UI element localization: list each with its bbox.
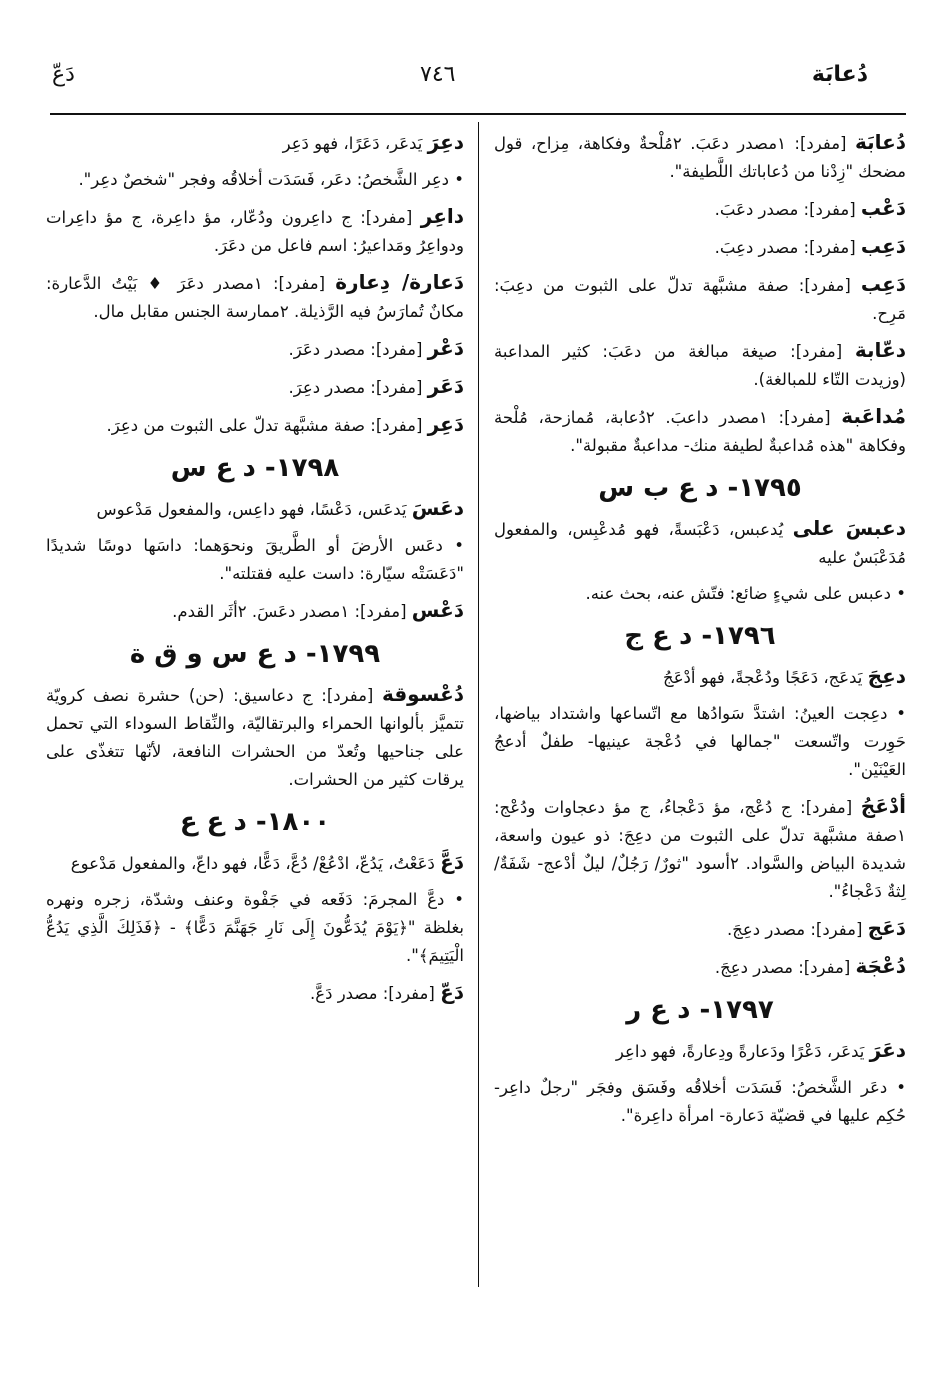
dictionary-entry <box>46 532 464 588</box>
headword: دَعَّ <box>440 850 464 874</box>
entry-definition: [مفرد]: صفة مشبَّهة تدلّ على الثبوت من دعِرَ. <box>106 416 428 435</box>
headword: دعَرَ <box>869 1038 906 1062</box>
entry-definition: [مفرد]: ج داعِرون ودُعّار، مؤ داعِرة، ج مؤ داعِرات ودواعِرُ ومَداعيرُ: اسم فاعل من دعَرَ. <box>46 208 464 255</box>
entry-definition: • دعِر الشَّخصُ: دعَر، فَسَدَت أخلاقُه وفجر "شخصٌ دعِر". <box>78 170 464 189</box>
headword: دُعْجَة <box>855 954 906 978</box>
root-section-heading: ١٧٩٦- د ع ج <box>624 621 776 651</box>
dictionary-entry <box>494 792 906 906</box>
dictionary-entry <box>46 596 464 626</box>
headword: دَعَر <box>427 374 464 398</box>
dictionary-entry <box>46 334 464 364</box>
entry-definition: [مفرد]: مصدر دعِجَ. <box>726 920 868 939</box>
page-number: ٧٤٦ <box>420 62 456 87</box>
headword: مُداعَبة <box>841 404 906 428</box>
dictionary-entry <box>46 372 464 402</box>
headword: دَعِر <box>427 412 464 436</box>
dictionary-entry <box>494 1074 906 1130</box>
entry-definition: دَعَعْتُ، يَدُعّ، ادْعُعْ/ دُعَّ، دَعًّا، فهو داعّ، والمفعول مَدْعوع <box>70 854 441 873</box>
headword: دَعَج <box>867 916 906 940</box>
dictionary-entry <box>494 580 906 608</box>
dictionary-entry <box>46 886 464 970</box>
entry-definition: • دعَّ المجرمَ: دَفَعه في جَفْوة وعنف وشدّة، زجره ونهره بغلظة "﴿يَوْمَ يُدَعُّونَ إِلَى نَارِ جَهَنَّمَ دَعًّا﴾ - ﴿فَذَلِكَ الَّذِي يَدُعُّ الْيَتِيمَ﴾". <box>46 890 464 965</box>
dictionary-entry <box>494 270 906 328</box>
entry-definition: [مفرد]: ١مصدر دعَبَ. ٢مُلْحةٌ وفكاهة، مِزاح، قول مضحك "زِدْنا من دُعاباتك اللَّطيفة". <box>494 134 906 181</box>
headword: دَعْس <box>411 598 464 622</box>
entry-definition: [مفرد]: مصدر دعِبَ. <box>714 238 861 257</box>
right-column <box>494 128 906 1138</box>
entry-definition: يُدعبس، دَعْبَسةً، فهو مُدعْبِس، والمفعول مُدَعْبَسٌ عليه <box>494 520 906 567</box>
entry-definition: • دعِجت العينُ: اشتدَّ سَوادُها مع اتّساعها واشتداد بياضها، حَوِرت واتّسعت "جمالها في دُعْجة عينيها- طفلٌ أدعجُ العَيْنَيْن". <box>494 704 906 779</box>
entry-definition: • دعبس على شيءٍ ضائع: فتّش عنه، بحث عنه. <box>585 584 906 603</box>
running-head-right: دُعابَة <box>811 62 868 87</box>
entry-definition: [مفرد]: ج دُعْج، مؤ دَعْجاءُ، ج مؤ دعجاوات ودُعْج: ١صفة مشبَّهة تدلّ على الثبوت من دعِجَ: ذو عيون واسعة، شديدة البياض والسَّواد. ٢أسود "ثورٌ/ رَجُلٌ/ ليلٌ أدْعج- شَفَةٌ/ لِثةٌ دَعْجاءُ". <box>494 798 907 901</box>
header-rule <box>50 113 906 115</box>
headword: أدْعَجُ <box>860 794 906 818</box>
entry-definition: [مفرد]: مصدر دعَبَ. <box>714 200 861 219</box>
entry-definition: • دعَس الأرضَ أو الطَّريقَ ونحوَهما: داسَها دوسًا شديدًا "دَعَسَتْه سيّارة: داست عليه فقتلته". <box>46 536 464 583</box>
entry-definition: [مفرد]: ١مصدر داعبَ. ٢دُعابة، مُمازحة، مُلْحة وفكاهة "هذه مُداعبةٌ لطيفة منك- مداعبةٌ مقبولة". <box>494 408 906 455</box>
headword: دعِجَ <box>867 664 906 688</box>
dictionary-entry <box>46 128 464 158</box>
entry-definition: يَدعَر، دَعْرًا ودَعارةً ودِعارةً، فهو داعِر <box>615 1042 870 1061</box>
root-section-heading: ١٧٩٧- د ع ر <box>626 995 774 1025</box>
dictionary-entry <box>494 662 906 692</box>
dictionary-entry <box>46 848 464 878</box>
entry-definition: [مفرد]: صيغة مبالغة من دعَبَ: كثير المداعبة (وزيدت التّاء للمبالغة). <box>494 342 906 389</box>
entry-definition: يَدعَس، دَعْسًا، فهو داعِس، والمفعول مَدْعوس <box>96 500 412 519</box>
entry-definition: [مفرد]: ج دعاسيق: (حن) حشرة نصف كرويّة تتميَّز بألوانها الحمراء والبرتقاليّة، والنِّقاط السوداء التي تحمل على جناحيها وتُعدّ من الحشرات النافعة، لأنّها تتغذّى على يرقات كثير من الحشرات. <box>46 686 464 789</box>
dictionary-entry <box>46 494 464 524</box>
headword: دَعِب <box>860 234 906 258</box>
dictionary-entry <box>46 680 464 794</box>
dictionary-entry <box>494 514 906 572</box>
dictionary-entry <box>494 1036 906 1066</box>
entry-definition: [مفرد]: مصدر دَعَّ. <box>310 984 441 1003</box>
headword: داعِر <box>420 204 464 228</box>
headword: دعَسَ <box>411 496 464 520</box>
dictionary-entry <box>494 336 906 394</box>
dictionary-entry <box>46 268 464 326</box>
entry-definition: • دعَر الشَّخصُ: فَسَدَت أخلاقُه وفَسَق وفجَر "رجلٌ داعِر- حُكِم عليها في قضيّة دَعارة- امرأة داعِرة". <box>494 1078 906 1125</box>
running-head-left: دَعّ <box>52 62 75 87</box>
root-section-heading: ١٧٩٨- د ع س <box>170 453 340 483</box>
dictionary-entry <box>494 952 906 982</box>
headword: دعِرَ <box>427 130 464 154</box>
headword: دَعْر <box>427 336 464 360</box>
root-section-heading: ١٧٩٩- د ع س و ق ة <box>129 639 381 669</box>
headword: دَعِب <box>860 272 906 296</box>
entry-definition: [مفرد]: مصدر دعِجَ. <box>714 958 856 977</box>
headword: دُعابَة <box>854 130 907 154</box>
entry-definition: [مفرد]: مصدر دعِرَ. <box>288 378 428 397</box>
headword: دعبسَ على <box>792 516 906 540</box>
root-section-heading: ١٧٩٥- د ع ب س <box>598 473 802 503</box>
entry-definition: [مفرد]: ١مصدر دعَسَ. ٢أثَر القدم. <box>172 602 412 621</box>
dictionary-entry <box>494 128 906 186</box>
dictionary-entry <box>46 410 464 440</box>
headword: دَعّ <box>440 980 464 1004</box>
dictionary-entry <box>46 978 464 1008</box>
dictionary-entry <box>494 402 906 460</box>
headword: دعّابة <box>854 338 906 362</box>
entry-definition: يَدعَر، دَعَرًا، فهو دَعِر <box>282 134 428 153</box>
dictionary-entry <box>494 914 906 944</box>
dictionary-entry <box>494 194 906 224</box>
root-section-heading: ١٨٠٠- د ع ع <box>179 807 331 837</box>
entry-definition: [مفرد]: مصدر دعَرَ. <box>288 340 428 359</box>
dictionary-entry <box>46 166 464 194</box>
headword: دَعْب <box>860 196 906 220</box>
entry-definition: [مفرد]: ١مصدر دعَرَ ♦ بَيْتُ الدَّعارة: مكانٌ تُمارَسُ فيه الرَّذيلة. ٢ممارسة الجنس مقابل مال. <box>46 274 464 321</box>
dictionary-entry <box>46 202 464 260</box>
dictionary-entry <box>494 232 906 262</box>
headword: دَعارة/ دِعارة <box>335 270 465 294</box>
entry-definition: [مفرد]: صفة مشبَّهة تدلّ على الثبوت من دعِبَ: مَرِح. <box>494 276 906 323</box>
left-column <box>46 128 464 1016</box>
page-header <box>0 58 938 98</box>
entry-definition: يَدعَج، دَعَجًا ودُعْجةً، فهو أدْعَجُ <box>663 668 868 687</box>
column-divider <box>478 122 479 1287</box>
headword: دُعْسوقة <box>381 682 464 706</box>
dictionary-entry <box>494 700 906 784</box>
